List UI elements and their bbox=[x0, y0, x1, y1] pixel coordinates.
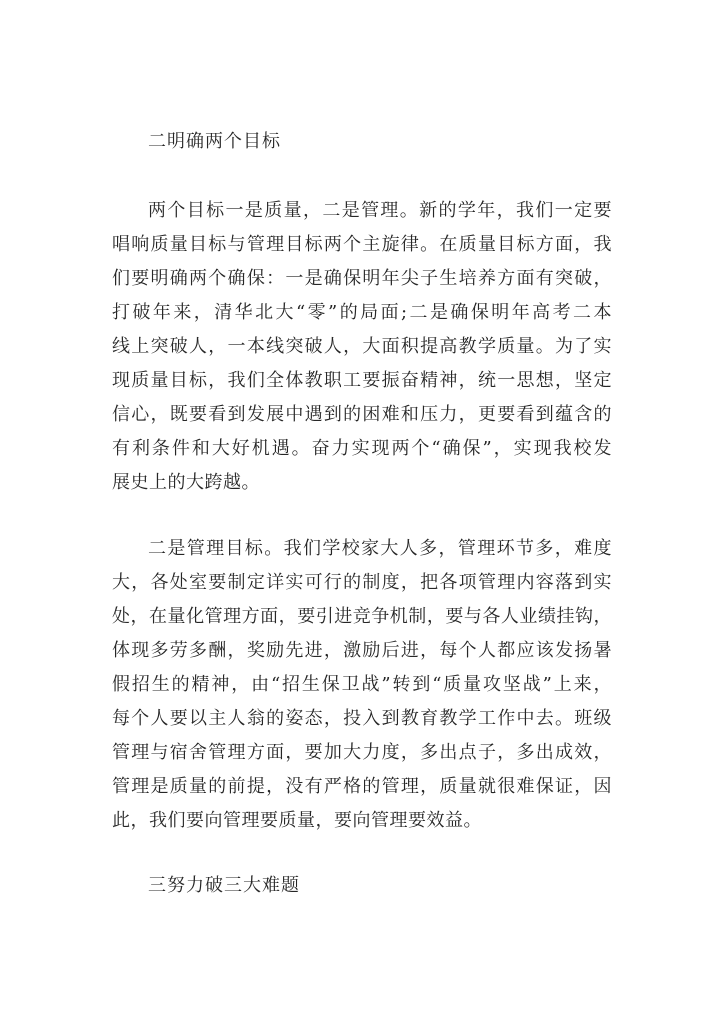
section-heading-challenges: 三努力破三大难题 bbox=[148, 875, 300, 896]
paragraph-line: 每个人要以主人翁的姿态，投入到教育教学工作中去。班级 bbox=[112, 708, 612, 729]
paragraph-quality-goals bbox=[112, 194, 612, 500]
paragraph-line: 此，我们要向管理要质量，要向管理要效益。 bbox=[112, 810, 482, 831]
paragraph-line: 管理是质量的前提，没有严格的管理，质量就很难保证，因 bbox=[112, 776, 612, 797]
paragraph-line: 信心，既要看到发展中遇到的困难和压力，更要看到蕴含的 bbox=[112, 404, 612, 425]
paragraph-line: 处，在量化管理方面，要引进竞争机制，要与各人业绩挂钩， bbox=[112, 606, 612, 627]
paragraph-line: 打破年来，清华北大“零”的局面;二是确保明年高考二本 bbox=[112, 302, 612, 323]
paragraph-line: 大，各处室要制定详实可行的制度，把各项管理内容落到实 bbox=[112, 572, 612, 593]
paragraph-line: 展史上的大跨越。 bbox=[112, 472, 260, 493]
paragraph-line: 们要明确两个确保：一是确保明年尖子生培养方面有突破， bbox=[112, 268, 612, 289]
paragraph-line: 二是管理目标。我们学校家大人多，管理环节多，难度 bbox=[148, 538, 612, 559]
section-heading-goals: 二明确两个目标 bbox=[148, 131, 281, 152]
paragraph-line: 现质量目标，我们全体教职工要振奋精神，统一思想，坚定 bbox=[112, 370, 612, 391]
paragraph-line: 管理与宿舍管理方面，要加大力度，多出点子，多出成效， bbox=[112, 742, 612, 763]
paragraph-management-goals bbox=[112, 532, 612, 838]
paragraph-line: 两个目标一是质量，二是管理。新的学年，我们一定要 bbox=[148, 200, 612, 221]
paragraph-line: 有利条件和大好机遇。奋力实现两个“确保”，实现我校发 bbox=[112, 438, 612, 459]
paragraph-line: 唱响质量目标与管理目标两个主旋律。在质量目标方面，我 bbox=[112, 234, 612, 255]
paragraph-line: 假招生的精神，由“招生保卫战”转到“质量攻坚战”上来， bbox=[112, 674, 612, 695]
paragraph-line: 体现多劳多酬，奖励先进，激励后进，每个人都应该发扬暑 bbox=[112, 640, 612, 661]
paragraph-line: 线上突破人，一本线突破人，大面积提高教学质量。为了实 bbox=[112, 336, 612, 357]
